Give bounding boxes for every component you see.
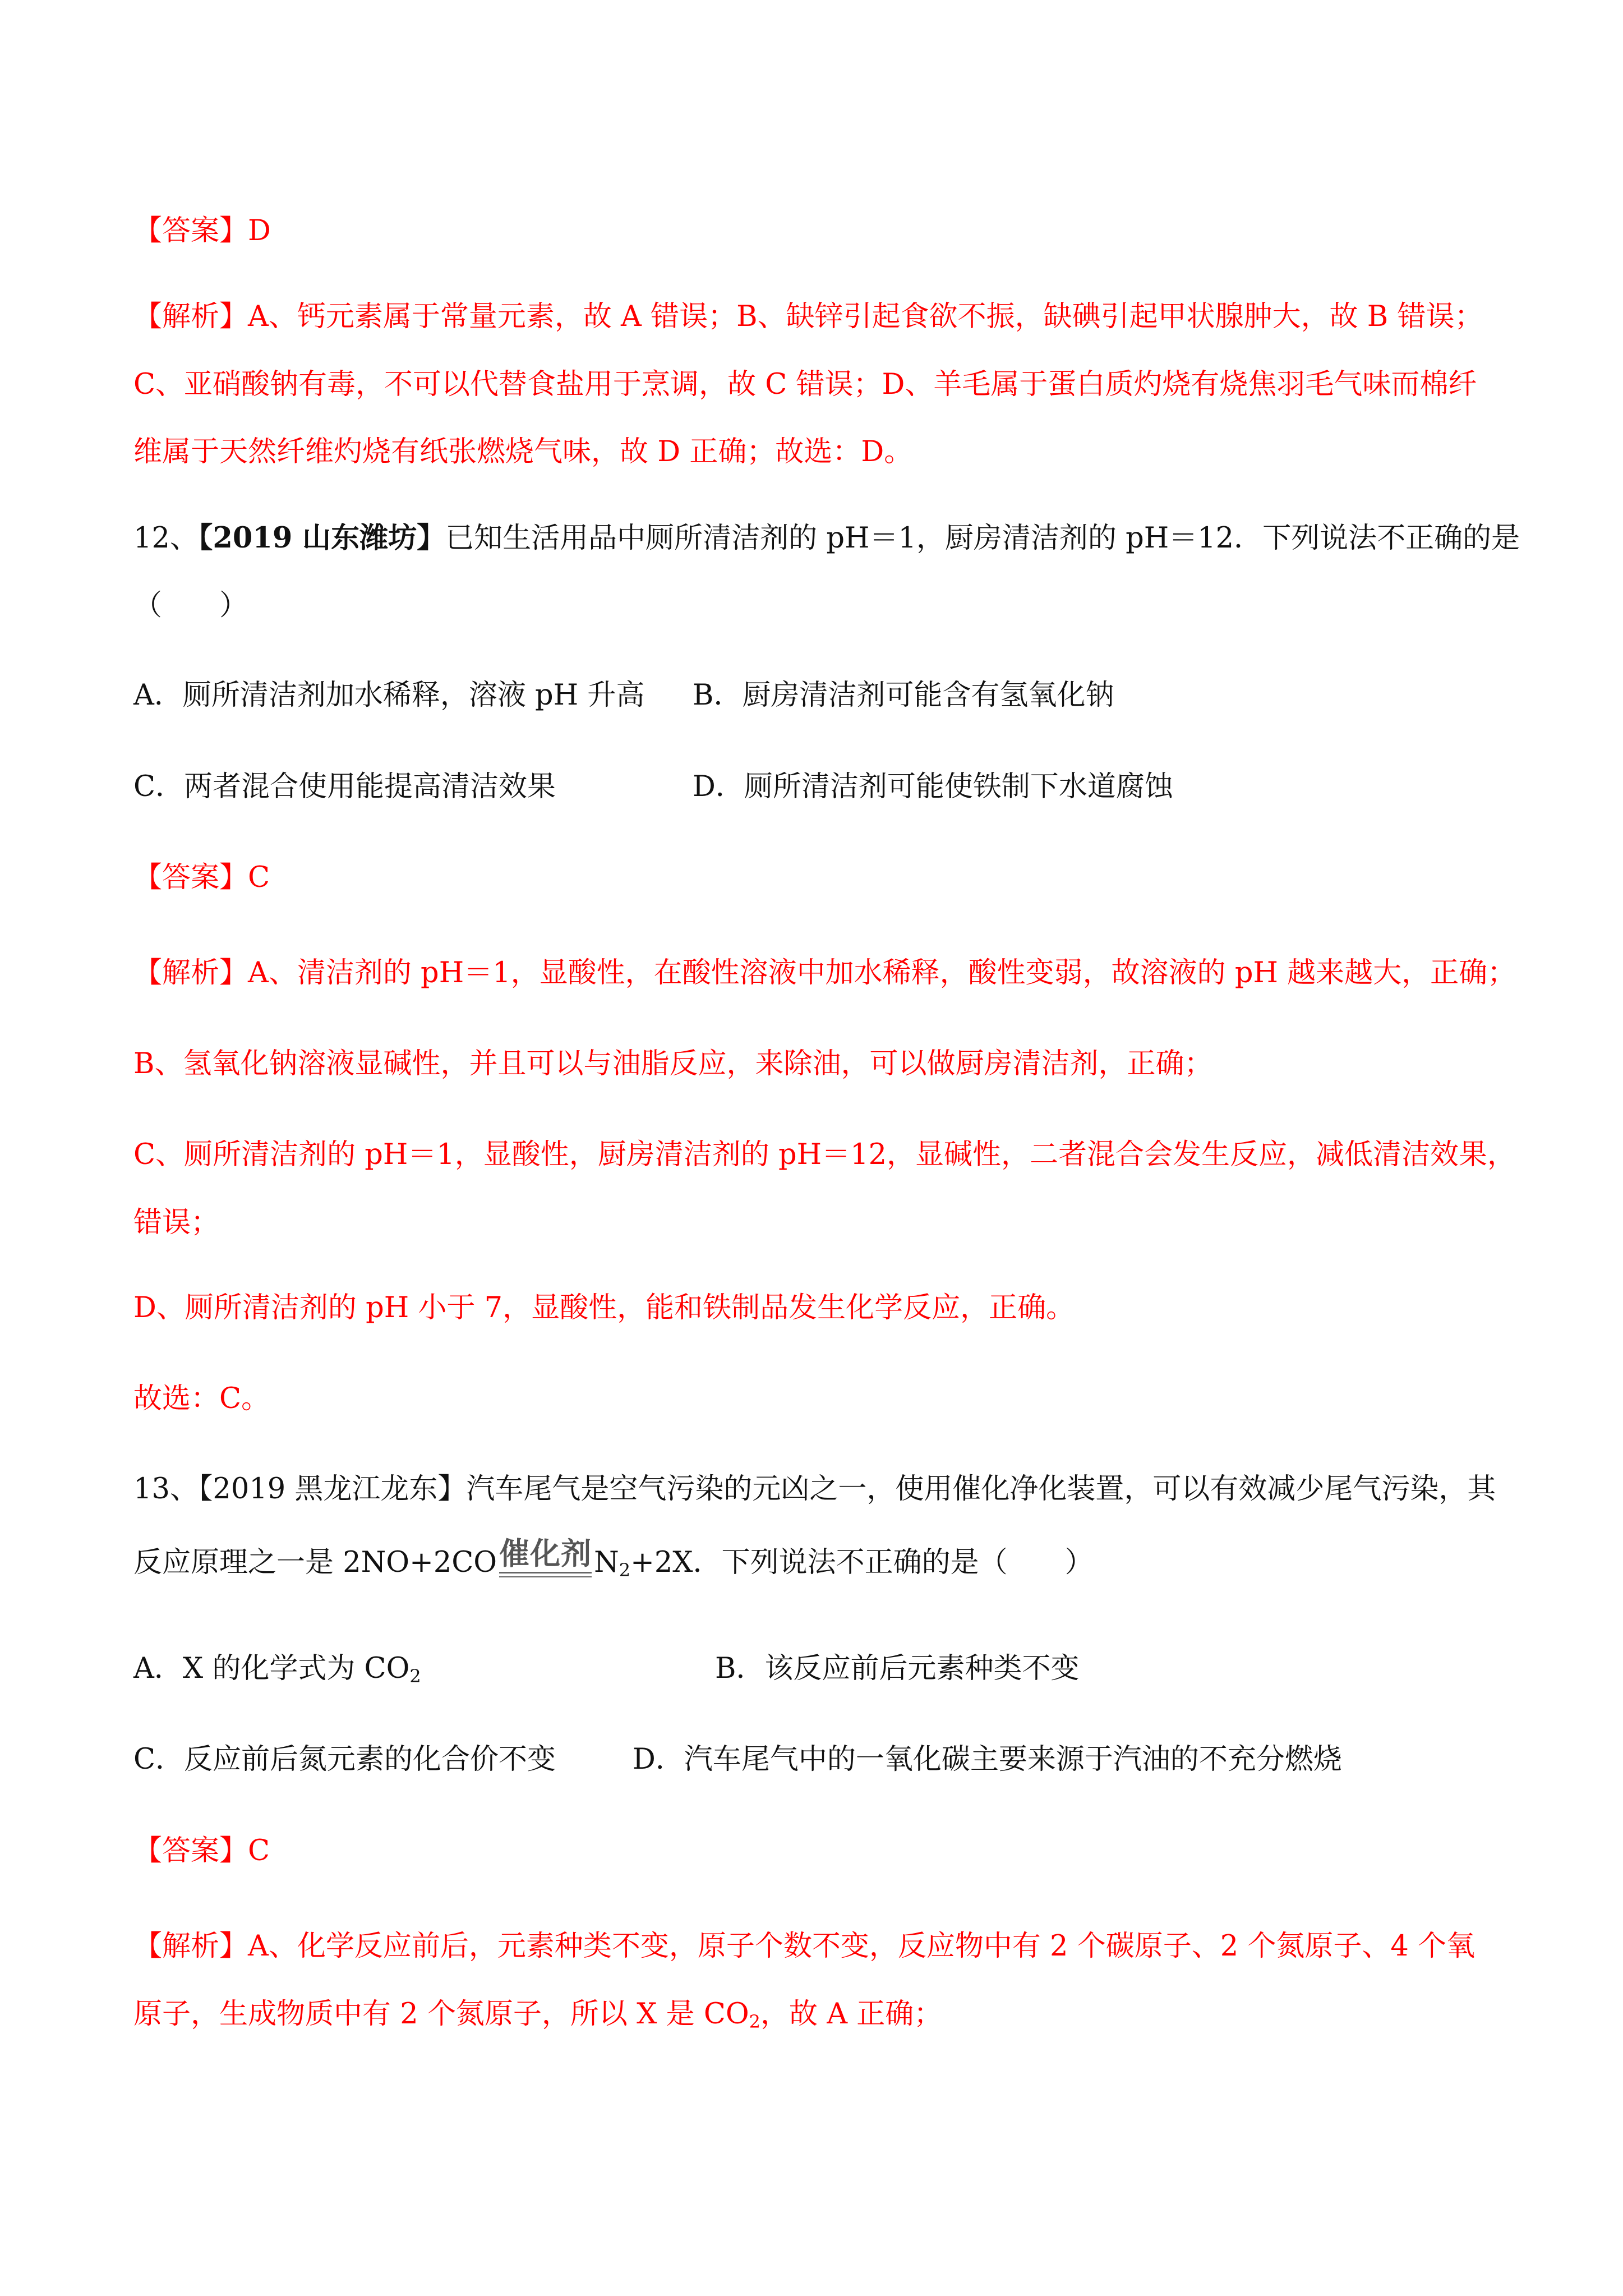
q13-analysis-line-2 — [133, 1998, 942, 2031]
question-source: 【2019 黑龙江龙东】 — [198, 1473, 467, 1506]
analysis-text: A、化学反应前后，元素种类不变，原子个数不变，反应物中有 2 个碳原子、2 个氮原子、4 个氧 — [248, 1930, 1476, 1963]
q13-option-a — [133, 1652, 421, 1686]
question-stem: 汽车尾气是空气污染的元凶之一，使用催化净化装置，可以有效减少尾气污染，其 — [466, 1473, 1496, 1506]
q12-analysis-line-1 — [133, 956, 1516, 990]
q13-stem-line-2 — [133, 1536, 1094, 1585]
q11-analysis-line-3: 维属于天然纤维灼烧有纸张燃烧气味，故 D 正确；故选：D。 — [133, 435, 913, 468]
q12-option-d: D．厕所清洁剂可能使铁制下水道腐蚀 — [693, 770, 1173, 803]
analysis-text: 原子，生成物质中有 2 个氮原子，所以 X 是 CO — [133, 1998, 749, 2031]
equation-product: N — [594, 1546, 619, 1579]
q11-analysis-line-2: C、亚硝酸钠有毒，不可以代替食盐用于烹调，故 C 错误；D、羊毛属于蛋白质灼烧有烧焦羽毛气味而棉纤 — [133, 368, 1477, 401]
q13-answer-line — [133, 1834, 270, 1868]
q13-option-c: C．反应前后氮元素的化合价不变 — [133, 1743, 556, 1776]
q12-stem-line-2: （ ） — [133, 589, 248, 622]
q12-option-c: C．两者混合使用能提高清洁效果 — [133, 770, 556, 803]
q12-stem-line-1 — [133, 521, 1520, 555]
answer-value: D — [248, 214, 271, 247]
q12-option-a: A．厕所清洁剂加水稀释，溶液 pH 升高 — [133, 679, 645, 712]
q12-analysis-line-3: C、厕所清洁剂的 pH＝1，显酸性，厨房清洁剂的 pH＝12，显碱性，二者混合会发生反应，减低清洁效果， — [133, 1138, 1516, 1171]
equation-reactants: 反应原理之一是 2NO+2CO — [133, 1546, 497, 1579]
q12-answer-line — [133, 861, 270, 895]
q12-analysis-line-6: 故选：C。 — [133, 1382, 270, 1415]
q12-analysis-line-4: 错误； — [133, 1206, 220, 1239]
q13-option-b: B．该反应前后元素种类不变 — [715, 1652, 1080, 1685]
equals-sign — [499, 1572, 592, 1577]
analysis-label: 【解析】 — [133, 1930, 248, 1963]
answer-label: 【答案】 — [133, 1834, 248, 1867]
equation-rest: +2X．下列说法不正确的是（ ） — [630, 1546, 1094, 1579]
answer-label: 【答案】 — [133, 861, 248, 894]
analysis-label: 【解析】 — [133, 300, 248, 333]
q12-analysis-line-5: D、厕所清洁剂的 pH 小于 7，显酸性，能和铁制品发生化学反应，正确。 — [133, 1291, 1075, 1324]
option-text: A．X 的化学式为 CO — [133, 1652, 410, 1685]
subscript: 2 — [409, 1665, 421, 1687]
q13-option-d: D．汽车尾气中的一氧化碳主要来源于汽油的不充分燃烧 — [633, 1743, 1342, 1776]
subscript: 2 — [619, 1559, 631, 1581]
q13-analysis-line-1 — [133, 1930, 1475, 1963]
q11-analysis-line-1 — [133, 300, 1483, 334]
answer-value: C — [248, 1834, 270, 1867]
q11-answer-line — [133, 214, 271, 248]
analysis-text: A、清洁剂的 pH＝1，显酸性，在酸性溶液中加水稀释，酸性变弱，故溶液的 pH 越来越大，正确； — [248, 956, 1516, 990]
answer-value: C — [248, 861, 270, 894]
analysis-text: ，故 A 正确； — [760, 1998, 943, 2031]
q12-option-b: B．厨房清洁剂可能含有氢氧化钠 — [693, 679, 1114, 712]
answer-label: 【答案】 — [133, 214, 248, 247]
q12-analysis-line-2: B、氢氧化钠溶液显碱性，并且可以与油脂反应，来除油，可以做厨房清洁剂，正确； — [133, 1047, 1213, 1080]
catalyst-label: 催化剂 — [499, 1536, 592, 1571]
analysis-text: A、钙元素属于常量元素，故 A 错误；B、缺锌引起食欲不振，缺碘引起甲状腺肿大，故 B 错误； — [248, 300, 1483, 333]
question-source: 【2019 山东潍坊】 — [198, 521, 446, 555]
subscript: 2 — [749, 2011, 761, 2032]
question-stem: 已知生活用品中厕所清洁剂的 pH＝1，厨房清洁剂的 pH＝12．下列说法不正确的是 — [445, 522, 1520, 555]
q13-stem-line-1 — [133, 1473, 1496, 1506]
analysis-label: 【解析】 — [133, 956, 248, 990]
question-number: 13、 — [133, 1473, 199, 1506]
question-number: 12、 — [133, 522, 199, 555]
catalyst-arrow — [499, 1537, 592, 1577]
